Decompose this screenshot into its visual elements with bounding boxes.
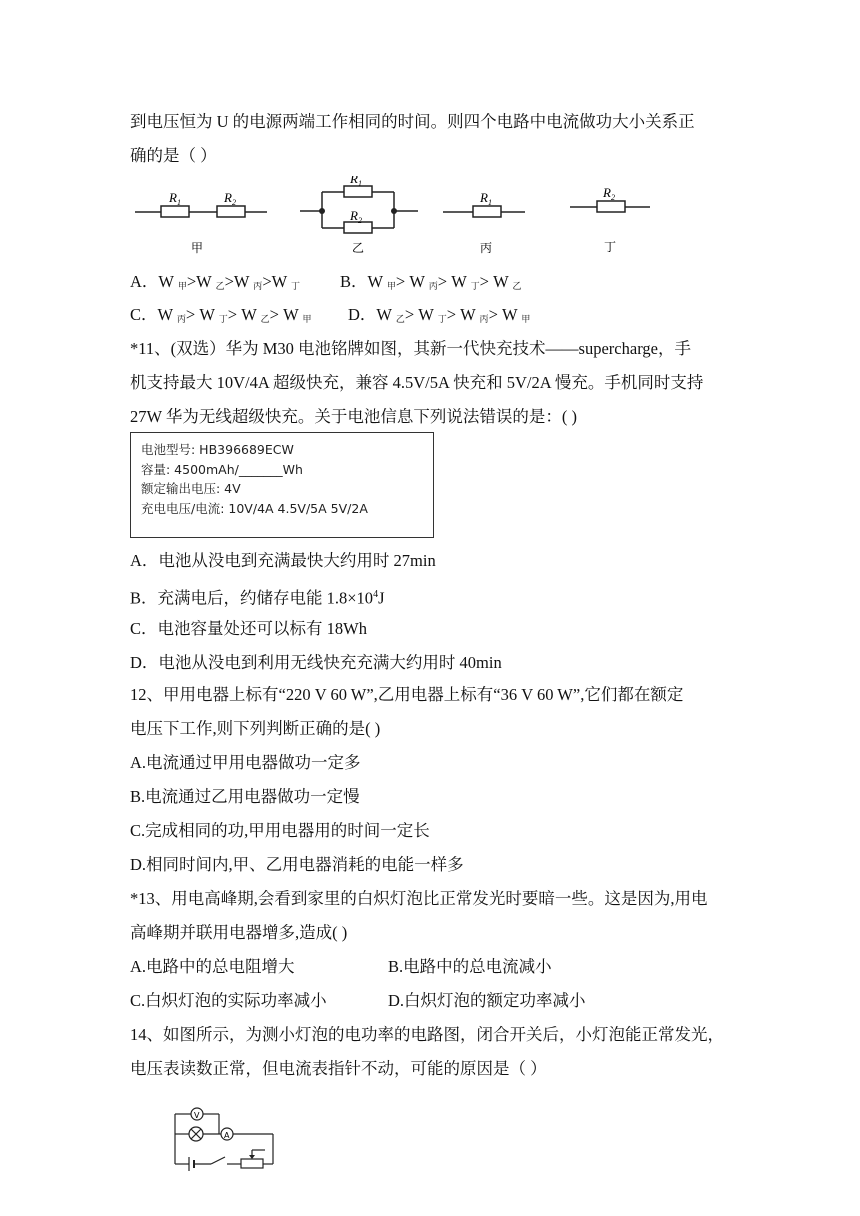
q13-line1: *13、用电高峰期,会看到家里的白炽灯泡比正常发光时要暗一些。这是因为,用电	[130, 889, 708, 908]
q13-line2: 高峰期并联用电器增多,造成( )	[130, 923, 348, 942]
q13-option-c[interactable]: C.白炽灯泡的实际功率减小	[130, 991, 327, 1010]
svg-text:乙: 乙	[352, 241, 365, 254]
q10-option-a[interactable]: A．W $_甲$>W $_乙$>W $_丙$>W $_丁$	[130, 272, 301, 291]
battery-model: 电池型号: HB396689ECW	[141, 442, 294, 457]
svg-text:V: V	[194, 1111, 200, 1120]
q13-option-d[interactable]: D.白炽灯泡的额定功率减小	[388, 991, 586, 1010]
battery-nameplate	[130, 432, 434, 538]
battery-capacity: 容量: 4500mAh/_______Wh	[141, 461, 303, 477]
circuit-jia-label: 甲	[191, 241, 204, 255]
measurement-circuit-diagram	[165, 1100, 295, 1190]
svg-text:丙: 丙	[480, 241, 493, 255]
q10-option-c[interactable]: C．W $_丙$> W $_丁$> W $_乙$> W $_甲$	[130, 305, 312, 324]
svg-text:A: A	[224, 1131, 230, 1140]
svg-text:丁: 丁	[604, 240, 617, 253]
q11-option-d[interactable]: D．电池从没电到利用无线快充充满大约用时 40min	[130, 653, 502, 672]
circuit-jia-diagram	[135, 188, 275, 258]
q13-option-a[interactable]: A.电路中的总电阻增大	[130, 957, 295, 976]
q14-line1: 14、如图所示，为测小灯泡的电功率的电路图，闭合开关后，小灯泡能正常发光，	[130, 1025, 724, 1044]
q11-line2: 机支持最大 10V/4A 超级快充，兼容 4.5V/5A 快充和 5V/2A 慢充。手机同时支持	[130, 373, 704, 392]
q10-option-d[interactable]: D．W $_乙$> W $_丁$> W $_丙$> W $_甲$	[348, 305, 531, 324]
svg-text:R1: $R_1$	[480, 190, 492, 207]
q12-option-a[interactable]: A.电流通过甲用电器做功一定多	[130, 753, 361, 772]
q12-line1: 12、甲用电器上标有“220 V 60 W”,乙用电器上标有“36 V 60 W”,它们都在额定	[130, 685, 684, 704]
q12-option-b[interactable]: B.电流通过乙用电器做功一定慢	[130, 787, 360, 806]
q11-option-c[interactable]: C．电池容量处还可以标有 18Wh	[130, 619, 367, 638]
svg-text:R2: $R_2$	[603, 185, 615, 202]
q11-line1: *11、(双选）华为 M30 电池铭牌如图，其新一代快充技术——supercharge，手	[130, 339, 691, 358]
q11-option-b[interactable]: B．充满电后，约储存电能 $1.8\times 10^4J$	[130, 588, 385, 608]
q12-option-c[interactable]: C.完成相同的功,甲用电器用的时间一定长	[130, 821, 430, 840]
q11-option-a[interactable]: A．电池从没电到充满最快大约用时 27min	[130, 551, 436, 570]
battery-charge-spec: 充电电压/电流: 10V/4A 4.5V/5A 5V/2A	[141, 500, 368, 516]
q12-option-d[interactable]: D.相同时间内,甲、乙用电器消耗的电能一样多	[130, 855, 464, 874]
q13-option-b[interactable]: B.电路中的总电流减小	[388, 957, 552, 976]
svg-text:R2: $R_2$	[224, 190, 236, 207]
q12-line2: 电压下工作,则下列判断正确的是( )	[130, 719, 381, 738]
svg-text:R1: $R_1$	[350, 176, 362, 188]
svg-text:R2: $R_2$	[350, 208, 362, 225]
q10-line2: 确的是（ ）	[130, 146, 217, 165]
q10-line1: 到电压恒为 U 的电源两端工作相同的时间。则四个电路中电流做功大小关系正	[130, 112, 695, 131]
svg-text:R1: $R_1$	[169, 190, 181, 207]
circuit-yi-diagram	[300, 176, 430, 254]
q11-line3: 27W 华为无线超级快充。关于电池信息下列说法错误的是：( )	[130, 407, 578, 426]
q14-line2: 电压表读数正常，但电流表指针不动，可能的原因是（ ）	[130, 1059, 547, 1078]
circuit-ding-diagram	[570, 183, 660, 253]
q10-option-b[interactable]: B．W $_甲$> W $_丙$> W $_丁$> W $_乙$	[340, 272, 522, 291]
circuit-bing-diagram	[443, 188, 533, 258]
battery-rated-voltage: 额定输出电压: 4V	[141, 481, 241, 496]
